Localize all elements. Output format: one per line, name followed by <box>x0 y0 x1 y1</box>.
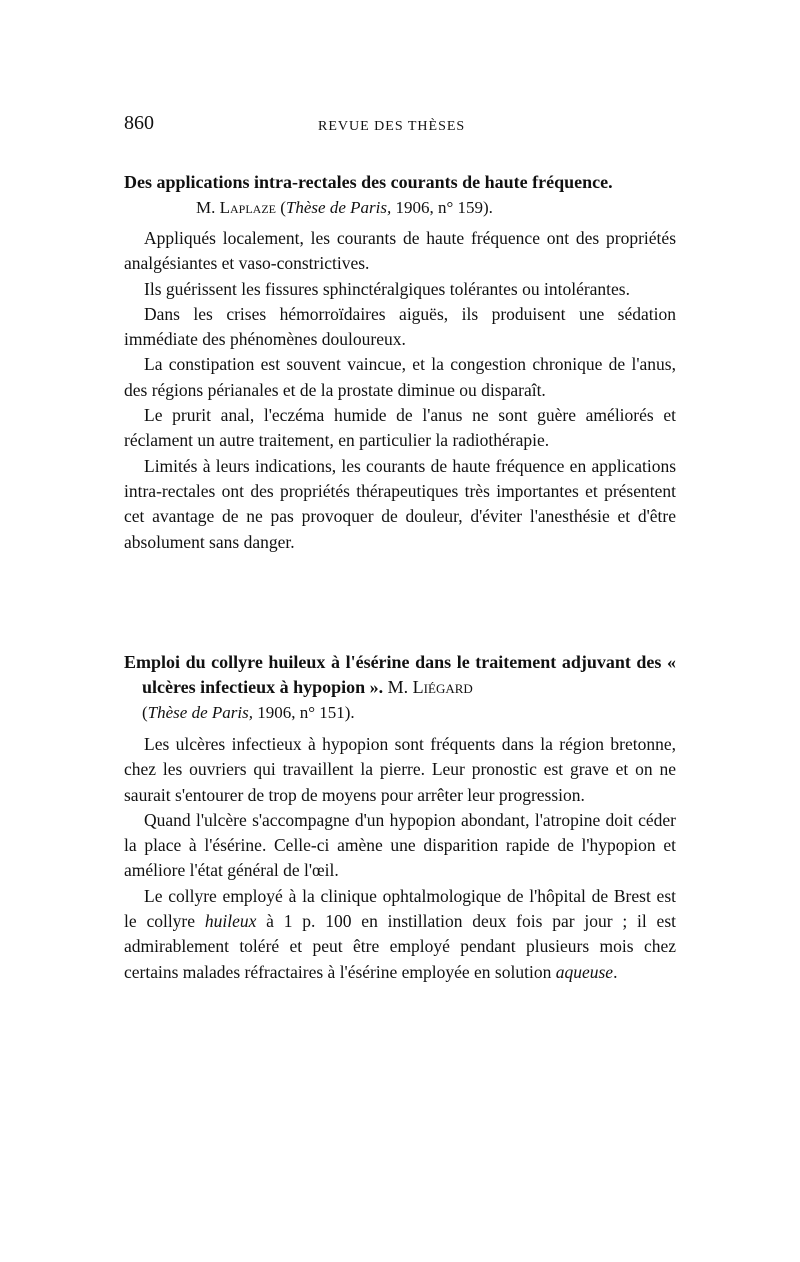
paragraph: Quand l'ulcère s'accompagne d'un hypopion abondant, l'atropine doit céder la place à l'ésérine. Celle-ci amène une disparition rapide de l'hypopion et améliore l'état général de l'œil. <box>124 809 676 881</box>
paragraph: Limités à leurs indications, les courants de haute fréquence en applications intra-rectales ont des propriétés thérapeutiques très importantes et présentent cet avantage de ne pas provoquer de douleur, d'éviter l'anesthésie et d'être absolument sans danger. <box>124 455 676 552</box>
emphasis-huileux: huileux <box>204 911 257 932</box>
entry-title <box>124 650 676 700</box>
paragraph-text: . <box>613 961 618 982</box>
entry-author: M. Liégard <box>387 677 473 697</box>
entry-title-text: Emploi du collyre huileux à l'ésérine dans le traitement adjuvant des « ulcères infectieux à hypopion ». <box>124 652 676 697</box>
page-header <box>124 112 676 144</box>
entry-venue: Thèse de Paris, <box>147 703 253 722</box>
paragraph: La constipation est souvent vaincue, et la congestion chronique de l'anus, des régions périanales et de la prostate diminue ou disparaît. <box>124 354 676 400</box>
entry-ref-details: 1906, n° 159). <box>391 198 493 217</box>
thesis-entry-2 <box>124 650 676 725</box>
entry-title: Des applications intra-rectales des courants de haute fréquence. <box>124 172 613 192</box>
entry-author: M. Laplaze <box>196 198 276 217</box>
paragraph <box>124 884 676 985</box>
entry-1-body <box>124 226 676 555</box>
entry-2-body <box>124 732 676 985</box>
entry-ref-details: 1906, n° 151). <box>252 703 355 722</box>
paragraph: Les ulcères infectieux à hypopion sont fréquents dans la région bretonne, chez les ouvriers qui travaillent la pierre. Leur pronostic est grave et on ne saurait s'entourer de trop de moyens pour arrêter leur progression. <box>124 734 676 805</box>
entry-venue: Thèse de Paris, <box>285 198 392 217</box>
paragraph: Appliqués localement, les courants de haute fréquence ont des propriétés analgésiantes et vaso-constrictives. <box>124 228 676 274</box>
emphasis-aqueuse: aqueuse <box>555 961 614 982</box>
page-number: 860 <box>124 112 154 134</box>
entry-reference: M. Laplaze (Thèse de Paris, 1906, n° 159). <box>196 198 493 217</box>
paragraph: Ils guérissent les fissures sphinctéralgiques tolérantes ou intolérantes. <box>144 278 630 299</box>
paragraph-text: Le collyre employé à la clinique ophtalmologique de l'hôpital de Brest est le collyre <box>124 885 676 932</box>
entry-reference: (Thèse de Paris, 1906, n° 151). <box>142 703 355 722</box>
paragraph-text: à 1 p. 100 en instillation deux fois par jour ; il est admirablement toléré et peut être employé pendant plusieurs mois chez certains malades réfractaires à l'ésérine employée en solution <box>124 911 676 982</box>
running-title: REVUE DES THÈSES <box>318 119 466 134</box>
paragraph: Le prurit anal, l'eczéma humide de l'anus ne sont guère améliorés et réclament un autre traitement, en particulier la radiothérapie. <box>124 405 676 451</box>
paragraph: Dans les crises hémorroïdaires aiguës, ils produisent une sédation immédiate des phénomènes douloureux. <box>124 303 676 350</box>
thesis-entry-1 <box>124 170 676 220</box>
